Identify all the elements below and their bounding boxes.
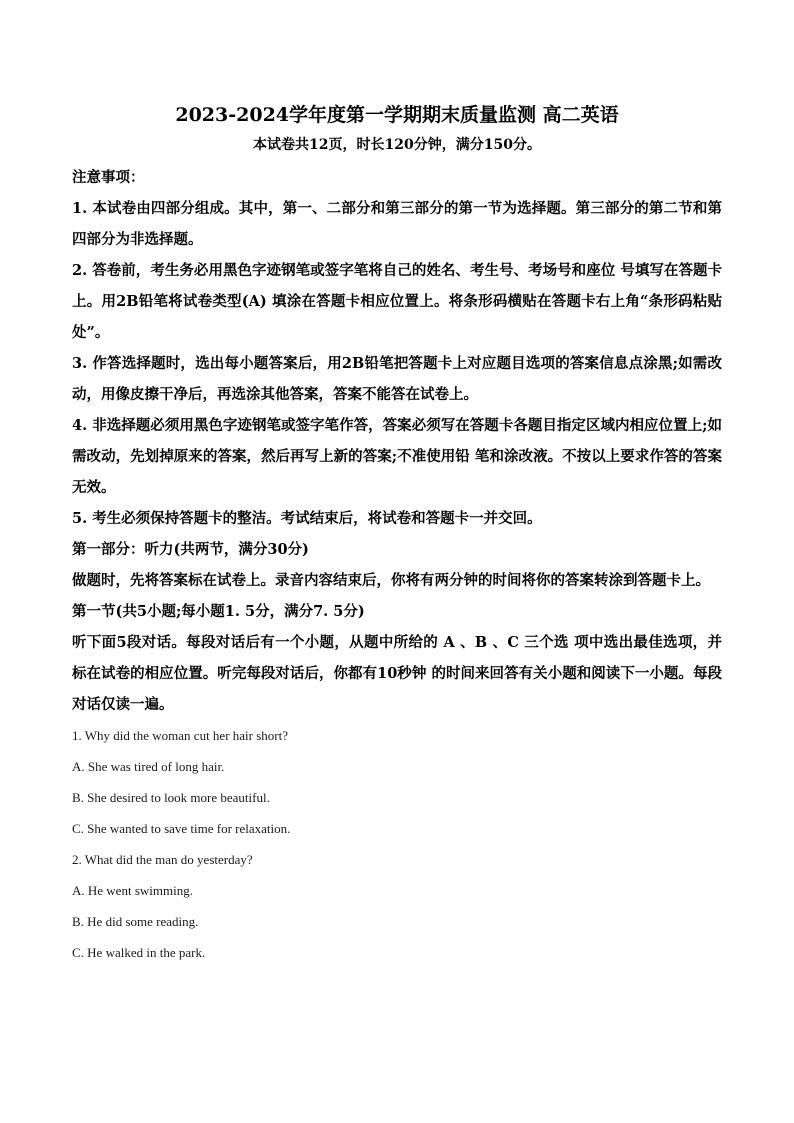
exam-subtitle: 本试卷共12页，时长120分钟，满分150分。 <box>253 137 541 153</box>
notice-item-1: 1. 本试卷由四部分组成。其中，第一、二部分和第三部分的第一节为选择题。第三部分的第二节和第四部分为非选择题。 <box>72 200 722 248</box>
question-2-option-c: C. He walked in the park. <box>72 945 206 960</box>
notice-item-2: 2. 答卷前，考生务必用黑色字迹钢笔或签字笔将自己的姓名、考生号、考场号和座位 号填写在答题卡上。用2B铅笔将试卷类型(A) 填涂在答题卡相应位置上。将条形码横贴在答题卡右上角“条形码粘贴处”。 <box>72 262 722 341</box>
question-2-stem: 2. What did the man do yesterday? <box>72 852 253 867</box>
question-1-option-b: B. She desired to look more beautiful. <box>72 790 270 805</box>
section1-heading: 第一节(共5小题;每小题1. 5分，满分7. 5分) <box>72 603 365 620</box>
notice-heading: 注意事项： <box>72 169 145 186</box>
question-list <box>72 720 722 968</box>
part1-instruction: 做题时，先将答案标在试卷上。录音内容结束后，你将有两分钟的时间将你的答案转涂到答题卡上。 <box>72 572 710 589</box>
question-1-option-c: C. She wanted to save time for relaxation. <box>72 821 291 836</box>
notice-item-4: 4. 非选择题必须用黑色字迹钢笔或签字笔作答，答案必须写在答题卡各题目指定区域内相应位置上;如需改动，先划掉原来的答案，然后再写上新的答案;不准使用铅 笔和涂改液。不按以上要求作答的答案无效。 <box>72 417 722 496</box>
section1-instruction: 听下面5段对话。每段对话后有一个小题，从题中所给的 A 、B 、C 三个选 项中选出最佳选项，并标在试卷的相应位置。听完每段对话后，你都有10秒钟 的时间来回答有关小题和阅读下一小题。每段对话仅读一遍。 <box>72 634 722 713</box>
question-2-option-b: B. He did some reading. <box>72 914 199 929</box>
question-1-option-a: A. She was tired of long hair. <box>72 759 225 774</box>
notice-item-5: 5. 考生必须保持答题卡的整洁。考试结束后，将试卷和答题卡一并交回。 <box>72 510 542 527</box>
notice-item-3: 3. 作答选择题时，选出每小题答案后，用2B铅笔把答题卡上对应题目选项的答案信息点涂黑;如需改动，用像皮擦干净后，再选涂其他答案，答案不能答在试卷上。 <box>72 355 722 403</box>
exam-title: 2023-2024学年度第一学期期末质量监测 高二英语 <box>175 104 619 126</box>
question-2-option-a: A. He went swimming. <box>72 883 193 898</box>
part1-heading: 第一部分：听力(共两节，满分30分) <box>72 541 309 558</box>
question-1-stem: 1. Why did the woman cut her hair short? <box>72 728 289 743</box>
